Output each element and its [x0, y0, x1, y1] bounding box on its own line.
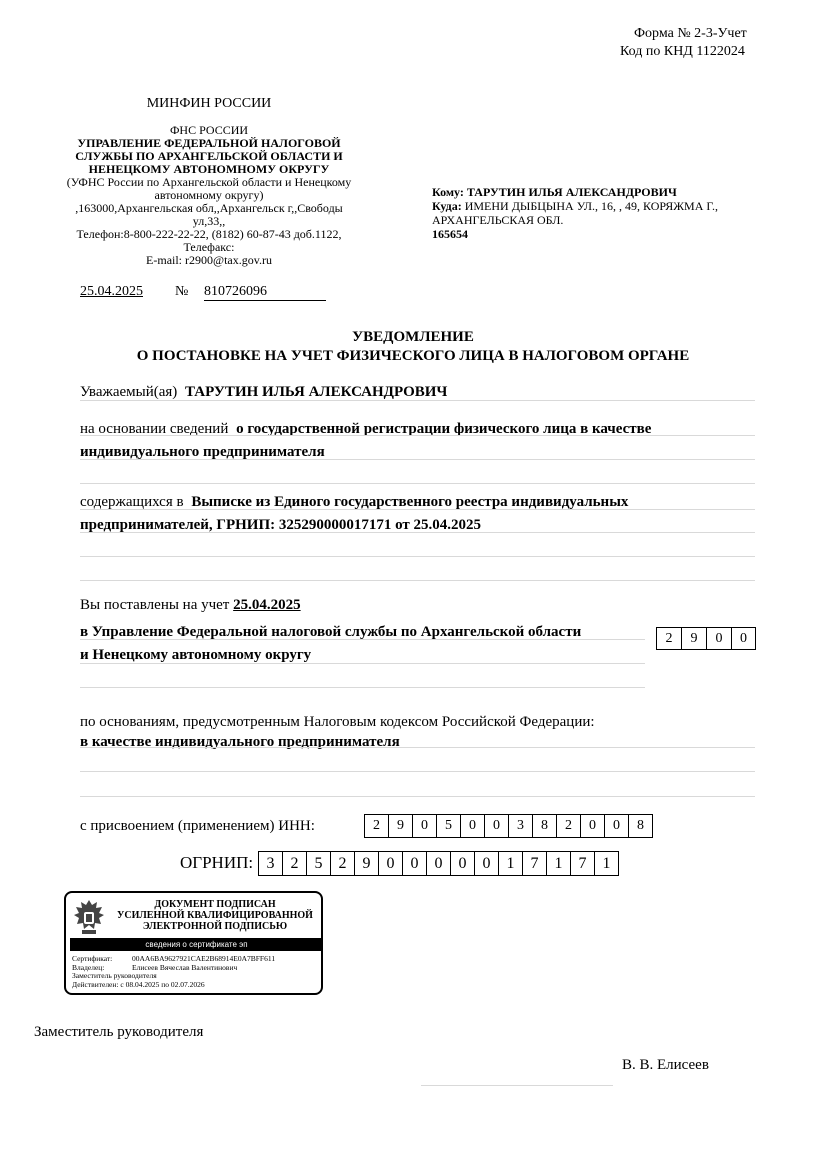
authority-block	[80, 621, 650, 667]
source-label: содержащихся в	[80, 494, 184, 510]
ogrnip-digit: 3	[259, 852, 283, 875]
ministry: МИНФИН РОССИИ	[146, 96, 272, 111]
authority-line-1: в Управление Федеральной налоговой службы по Архангельской области	[80, 624, 582, 640]
inn-cells	[364, 814, 653, 838]
rule	[80, 532, 755, 533]
inn-digit: 2	[557, 815, 581, 837]
email: E-mail: r2900@tax.gov.ru	[146, 253, 272, 267]
ogrnip-digit: 0	[451, 852, 475, 875]
address-line-1: ,163000,Архангельская обл,,Архангельск г,,Свободы	[75, 201, 343, 215]
ogrnip-digit: 2	[331, 852, 355, 875]
rule	[80, 796, 755, 797]
authority-code-cells	[656, 627, 756, 650]
grounds-block	[80, 712, 720, 752]
address-line-2: ул,33,,	[192, 214, 226, 228]
rule	[80, 556, 755, 557]
inn-label: с присвоением (применением) ИНН:	[80, 818, 315, 834]
rule	[80, 687, 645, 688]
ogrnip-cells	[258, 851, 619, 876]
doc-number	[204, 284, 326, 301]
inn-digit: 0	[461, 815, 485, 837]
signature-rule	[421, 1085, 613, 1086]
stamp-banner: сведения о сертификате эп	[70, 938, 323, 951]
basis-value-1: о государственной регистрации физического лица в качестве	[236, 421, 652, 437]
ogrnip-digit: 1	[602, 855, 611, 872]
rule	[80, 771, 755, 772]
signatory-name: В. В. Елисеев	[622, 1057, 709, 1073]
rule	[80, 400, 755, 401]
title-line-1: УВЕДОМЛЕНИЕ	[352, 329, 474, 345]
short-line-2: автономному округу)	[154, 188, 264, 202]
recipient-block	[432, 185, 762, 241]
fax: Телефакс:	[183, 240, 235, 254]
inn-digit: 0	[413, 815, 437, 837]
code-digit: 2	[657, 628, 682, 649]
ogrnip-digit: 5	[307, 852, 331, 875]
source-block	[80, 491, 770, 537]
rule	[80, 483, 755, 484]
doc-number-sign: №	[175, 284, 189, 299]
inn-digit: 0	[485, 815, 509, 837]
addr-line-2: АРХАНГЕЛЬСКАЯ ОБЛ.	[432, 213, 564, 227]
greeting-name: ТАРУТИН ИЛЬЯ АЛЕКСАНДРОВИЧ	[185, 384, 448, 400]
doc-date: 25.04.2025	[80, 284, 143, 299]
rule	[80, 509, 755, 510]
greeting	[80, 384, 447, 401]
to-name: ТАРУТИН ИЛЬЯ АЛЕКСАНДРОВИЧ	[466, 185, 677, 199]
code-digit: 9	[682, 628, 707, 649]
dept-line-2: СЛУЖБЫ ПО АРХАНГЕЛЬСКОЙ ОБЛАСТИ И	[75, 149, 343, 163]
rule	[80, 639, 645, 640]
basis-value-2: индивидуального предпринимателя	[80, 444, 325, 460]
service: ФНС РОССИИ	[169, 123, 249, 137]
addr-line-1: ИМЕНИ ДЫБЦЫНА УЛ., 16, , 49, КОРЯЖМА Г.,	[464, 199, 718, 213]
basis-label: на основании сведений	[80, 421, 229, 437]
ogrnip-digit: 7	[571, 852, 595, 875]
inn-digit: 9	[389, 815, 413, 837]
ogrnip-digit: 2	[283, 852, 307, 875]
addr-label: Куда:	[432, 199, 462, 213]
owner-label: Владелец:	[72, 962, 105, 972]
inn-digit: 3	[509, 815, 533, 837]
rule	[80, 747, 755, 748]
rule	[80, 580, 755, 581]
ogrnip-digit: 0	[427, 852, 451, 875]
authority-line-2: и Ненецкому автономному округу	[80, 647, 312, 663]
stamp-title-line-2: УСИЛЕННОЙ КВАЛИФИЦИРОВАННОЙ	[117, 910, 313, 921]
postcode: 165654	[432, 227, 468, 241]
ogrnip-digit: 1	[547, 852, 571, 875]
emblem-icon	[70, 897, 108, 937]
doc-number-value: 810726096	[204, 284, 267, 299]
inn-digit: 5	[437, 815, 461, 837]
registered-date: 25.04.2025	[233, 597, 301, 613]
ogrnip-digit: 0	[475, 852, 499, 875]
signatory-position: Заместитель руководителя	[34, 1024, 204, 1040]
owner-value: Елисеев Вячеслав Валентинович	[132, 962, 238, 972]
ogrnip-digit: 0	[379, 852, 403, 875]
inn-digit: 8	[533, 815, 557, 837]
to-label: Кому:	[432, 185, 464, 199]
ogrnip-digit: 7	[523, 852, 547, 875]
sender-block	[50, 96, 368, 267]
short-line-1: (УФНС России по Архангельской области и Ненецкому	[66, 175, 352, 189]
cert-value: 00AA6BA9627921CAE2B68914E0A7BFF611	[132, 954, 276, 963]
stamp-title-line-3: ЭЛЕКТРОННОЙ ПОДПИСЬЮ	[142, 921, 288, 932]
source-value-1: Выписке из Единого государственного реестра индивидуальных	[191, 494, 629, 510]
rule	[80, 435, 755, 436]
grounds-label: по основаниям, предусмотренным Налоговым кодексом Российской Федерации:	[80, 714, 595, 730]
stamp-title-line-1: ДОКУМЕНТ ПОДПИСАН	[154, 899, 276, 910]
rule	[80, 663, 645, 664]
ogrnip-label: ОГРНИП:	[180, 853, 254, 872]
inn-digit: 0	[605, 815, 629, 837]
phone: Телефон:8-800-222-22-22, (8182) 60-87-43 доб.1122,	[76, 227, 342, 241]
inn-digit: 2	[365, 815, 389, 837]
grounds-value: в качестве индивидуального предпринимателя	[80, 734, 400, 750]
owner-position: Заместитель руководителя	[72, 971, 157, 980]
ogrnip-digit: 1	[499, 852, 523, 875]
inn-digit: 8	[637, 818, 644, 833]
knd-code: Код по КНД 1122024	[620, 44, 745, 59]
form-number: Форма № 2-3-Учет	[634, 26, 747, 41]
title-line-2: О ПОСТАНОВКЕ НА УЧЕТ ФИЗИЧЕСКОГО ЛИЦА В НАЛОГОВОМ ОРГАНЕ	[136, 348, 690, 364]
stamp-details	[72, 955, 320, 989]
inn-digit: 0	[581, 815, 605, 837]
stamp-title	[110, 899, 320, 932]
greeting-label: Уважаемый(ая)	[80, 384, 178, 400]
code-digit: 0	[740, 631, 747, 646]
dept-line-1: УПРАВЛЕНИЕ ФЕДЕРАЛЬНОЙ НАЛОГОВОЙ	[77, 136, 341, 150]
source-value-2: предпринимателей, ГРНИП: 325290000017171 от 25.04.2025	[80, 517, 482, 533]
registered-line	[80, 597, 301, 614]
ogrnip-digit: 0	[403, 852, 427, 875]
basis-block	[80, 418, 760, 464]
registered-label: Вы поставлены на учет	[80, 597, 230, 613]
rule	[80, 459, 755, 460]
cert-label: Сертификат:	[72, 954, 113, 963]
cert-valid: Действителен: с 08.04.2025 по 02.07.2026	[72, 979, 205, 989]
dept-line-3: НЕНЕЦКОМУ АВТОНОМНОМУ ОКРУГУ	[88, 162, 330, 176]
e-signature-stamp	[64, 891, 323, 995]
ogrnip-digit: 9	[355, 852, 379, 875]
code-digit: 0	[707, 628, 732, 649]
notice-title	[0, 328, 813, 366]
